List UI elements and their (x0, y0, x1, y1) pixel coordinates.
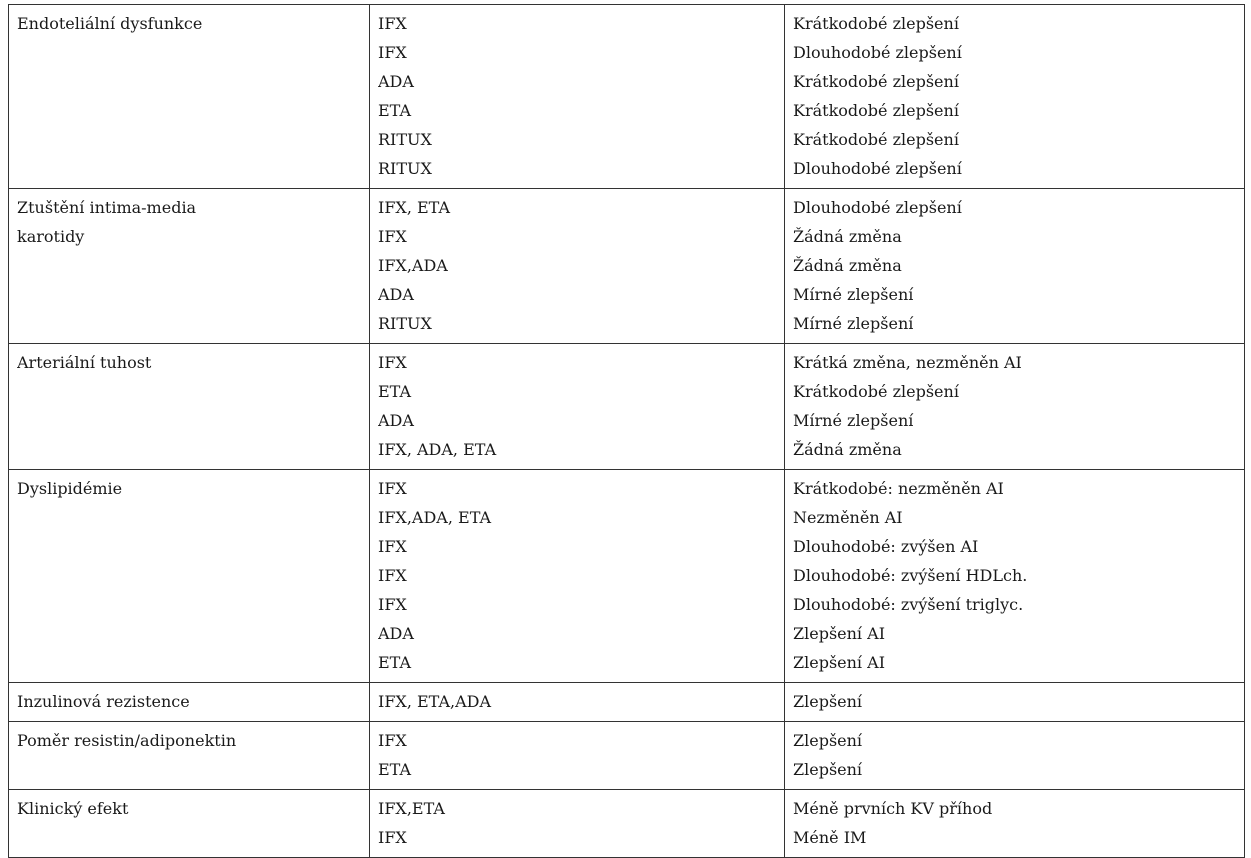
drug-label: IFX, ADA, ETA (378, 440, 497, 459)
drug-label: ADA (378, 411, 414, 430)
category-cell (9, 344, 370, 470)
category-label: Dyslipidémie (17, 479, 123, 498)
effect-cell (785, 189, 1245, 344)
effect-label: Žádná změna (793, 440, 902, 459)
table-row (9, 722, 1245, 790)
effect-label: Krátkodobé zlepšení (793, 101, 959, 120)
drug-label: ADA (378, 285, 414, 304)
effect-cell (785, 5, 1245, 189)
table-body (9, 5, 1245, 858)
effect-label: Žádná změna (793, 227, 902, 246)
drug-label: RITUX (378, 314, 432, 333)
table-row (9, 683, 1245, 722)
category-label: Arteriální tuhost (17, 353, 152, 372)
effect-label: Krátkodobé zlepšení (793, 130, 959, 149)
drug-label: RITUX (378, 159, 432, 178)
category-cell (9, 683, 370, 722)
effect-label: Krátkodobé: nezměněn AI (793, 479, 1004, 498)
effect-label: Méně prvních KV příhod (793, 799, 993, 818)
drug-label: IFX,ADA (378, 256, 448, 275)
effect-cell (785, 722, 1245, 790)
effect-label: Žádná změna (793, 256, 902, 275)
drug-label: IFX, ETA (378, 198, 451, 217)
table-row (9, 5, 1245, 189)
table-row (9, 470, 1245, 683)
table-row (9, 344, 1245, 470)
effect-label: Krátkodobé zlepšení (793, 14, 959, 33)
drug-label: IFX (378, 566, 407, 585)
effect-cell (785, 344, 1245, 470)
drug-cell (370, 683, 785, 722)
table-row (9, 189, 1245, 344)
drug-label: IFX (378, 479, 407, 498)
effect-label: Zlepšení (793, 760, 863, 779)
drug-cell (370, 189, 785, 344)
drug-cell (370, 5, 785, 189)
drug-label: ADA (378, 72, 414, 91)
drug-label: IFX, ETA,ADA (378, 692, 492, 711)
category-cell (9, 189, 370, 344)
category-label: Inzulinová rezistence (17, 692, 190, 711)
effect-label: Mírné zlepšení (793, 314, 914, 333)
drug-label: ETA (378, 760, 412, 779)
findings-table (8, 4, 1245, 858)
drug-cell (370, 470, 785, 683)
effect-label: Dlouhodobé zlepšení (793, 198, 962, 217)
drug-label: IFX (378, 14, 407, 33)
drug-label: IFX (378, 828, 407, 847)
effect-label: Dlouhodobé zlepšení (793, 43, 962, 62)
drug-label: IFX (378, 353, 407, 372)
category-label: Ztuštění intima-media (17, 198, 197, 217)
drug-label: IFX (378, 227, 407, 246)
effect-label: Krátkodobé zlepšení (793, 72, 959, 91)
effect-label: Krátkodobé zlepšení (793, 382, 959, 401)
category-label: karotidy (17, 227, 85, 246)
category-label: Endoteliální dysfunkce (17, 14, 203, 33)
effect-label: Dlouhodobé zlepšení (793, 159, 962, 178)
effect-label: Krátká změna, nezměněn AI (793, 353, 1022, 372)
effect-cell (785, 683, 1245, 722)
effect-label: Zlepšení AI (793, 653, 886, 672)
drug-cell (370, 344, 785, 470)
drug-cell (370, 722, 785, 790)
effect-label: Dlouhodobé: zvýšení triglyc. (793, 595, 1024, 614)
effect-label: Nezměněn AI (793, 508, 903, 527)
category-cell (9, 5, 370, 189)
effect-label: Zlepšení AI (793, 624, 886, 643)
effect-label: Dlouhodobé: zvýšen AI (793, 537, 979, 556)
drug-label: ETA (378, 382, 412, 401)
drug-label: ETA (378, 101, 412, 120)
category-label: Poměr resistin/adiponektin (17, 731, 237, 750)
category-cell (9, 722, 370, 790)
drug-label: IFX (378, 595, 407, 614)
effect-label: Zlepšení (793, 731, 863, 750)
drug-label: IFX (378, 537, 407, 556)
drug-label: IFX (378, 731, 407, 750)
drug-label: RITUX (378, 130, 432, 149)
drug-label: ADA (378, 624, 414, 643)
effect-label: Mírné zlepšení (793, 285, 914, 304)
effect-label: Zlepšení (793, 692, 863, 711)
category-label: Klinický efekt (17, 799, 129, 818)
effect-label: Mírné zlepšení (793, 411, 914, 430)
effect-label: Méně IM (793, 828, 867, 847)
effect-cell (785, 470, 1245, 683)
effect-label: Dlouhodobé: zvýšení HDLch. (793, 566, 1028, 585)
drug-label: IFX,ADA, ETA (378, 508, 492, 527)
category-cell (9, 470, 370, 683)
drug-label: IFX,ETA (378, 799, 445, 818)
drug-label: IFX (378, 43, 407, 62)
drug-label: ETA (378, 653, 412, 672)
